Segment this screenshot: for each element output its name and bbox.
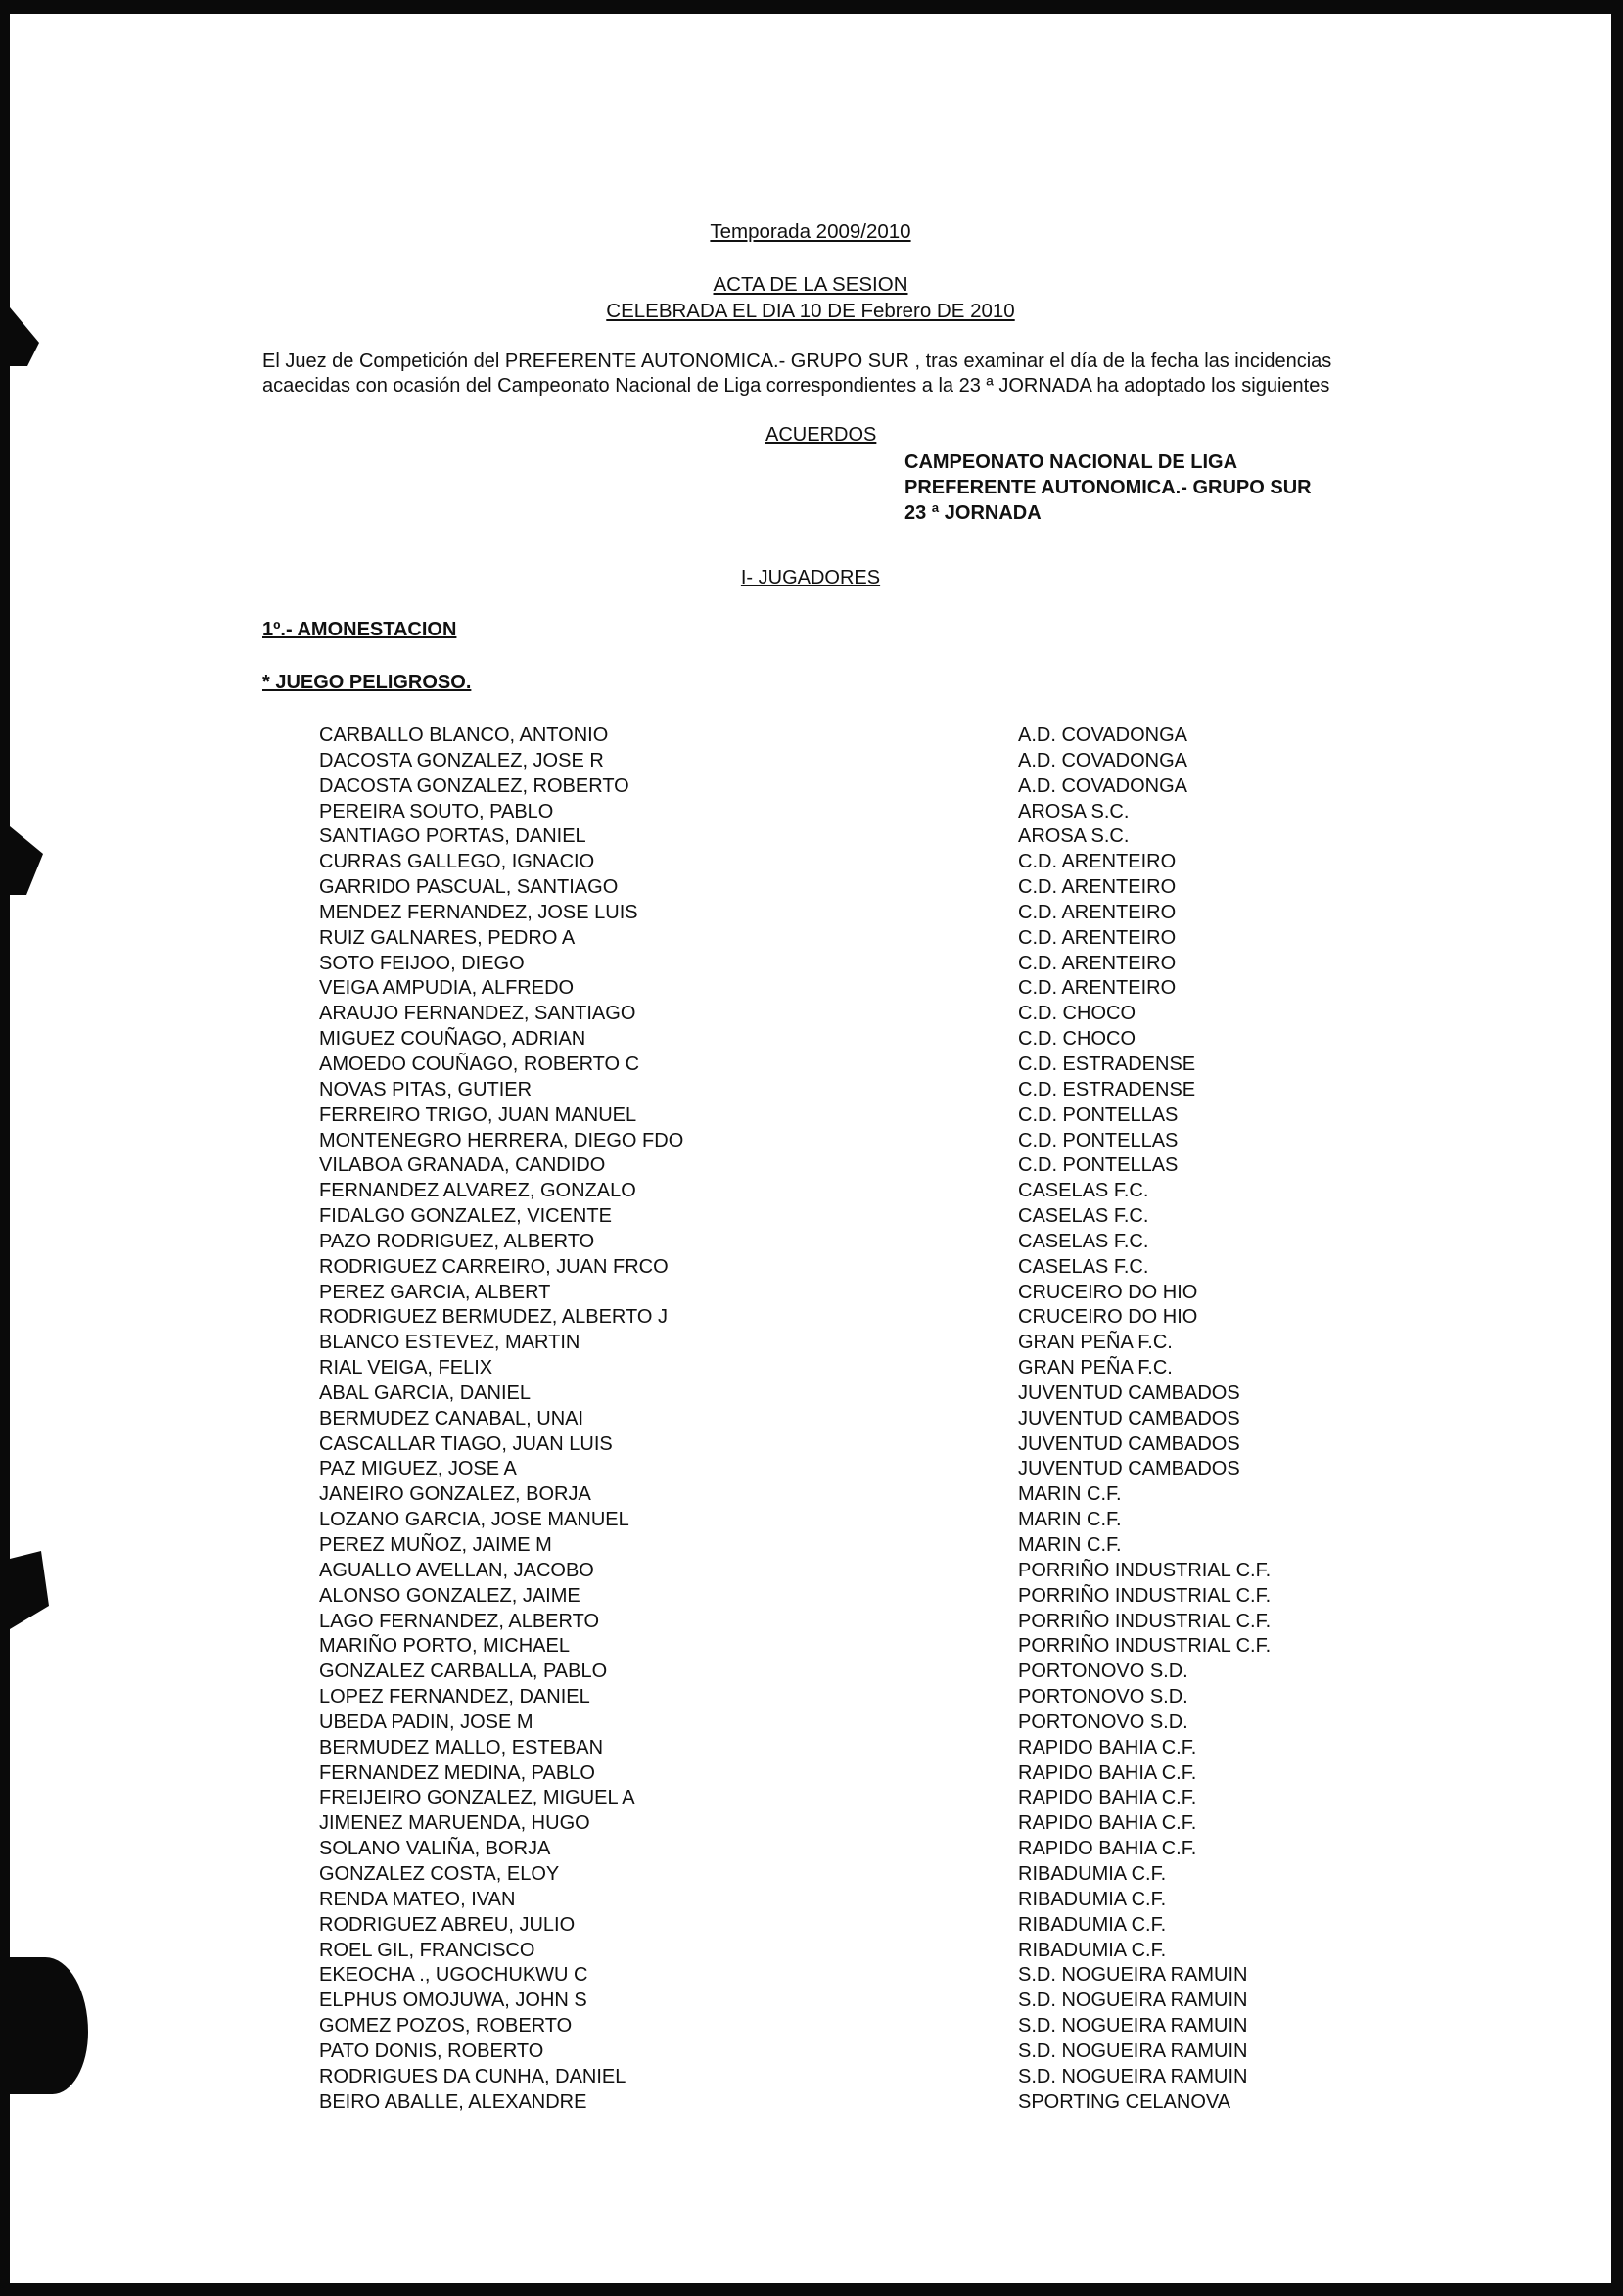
player-name: RIAL VEIGA, FELIX (319, 1357, 493, 1380)
player-club: C.D. ARENTEIRO (1018, 851, 1177, 873)
player-club: PORRIÑO INDUSTRIAL C.F. (1018, 1584, 1272, 1607)
player-club: MARIN C.F. (1018, 1534, 1122, 1556)
player-club: CASELAS F.C. (1018, 1205, 1149, 1228)
player-name: FREIJEIRO GONZALEZ, MIGUEL A (319, 1787, 635, 1809)
player-name: NOVAS PITAS, GUTIER (319, 1078, 533, 1101)
player-club: JUVENTUD CAMBADOS (1018, 1407, 1240, 1429)
player-club: C.D. ARENTEIRO (1018, 977, 1177, 1000)
document-page (10, 14, 1611, 2283)
player-name: SOTO FEIJOO, DIEGO (319, 952, 525, 974)
player-name: BERMUDEZ CANABAL, UNAI (319, 1407, 584, 1429)
championship-title: CAMPEONATO NACIONAL DE LIGA (904, 451, 1238, 473)
intro-line-1: El Juez de Competición del PREFERENTE AUTONOMICA.- GRUPO SUR , tras examinar el día de la fecha las incidencias (262, 351, 1332, 372)
player-club: CASELAS F.C. (1018, 1180, 1149, 1202)
player-name: ELPHUS OMOJUWA, JOHN S (319, 1990, 587, 2012)
player-name: FERNANDEZ ALVAREZ, GONZALO (319, 1180, 636, 1202)
player-club: C.D. ARENTEIRO (1018, 876, 1177, 899)
player-club: S.D. NOGUEIRA RAMUIN (1018, 2015, 1248, 2038)
player-name: VEIGA AMPUDIA, ALFREDO (319, 977, 575, 1000)
player-club: C.D. PONTELLAS (1018, 1129, 1179, 1151)
player-club: GRAN PEÑA F.C. (1018, 1332, 1173, 1354)
player-name: LOPEZ FERNANDEZ, DANIEL (319, 1686, 590, 1709)
player-name: ARAUJO FERNANDEZ, SANTIAGO (319, 1003, 636, 1025)
player-name: ROEL GIL, FRANCISCO (319, 1939, 535, 1961)
subsection-heading: 1º.- AMONESTACION (262, 619, 457, 640)
player-name: CASCALLAR TIAGO, JUAN LUIS (319, 1432, 613, 1455)
player-name: RODRIGUEZ ABREU, JULIO (319, 1913, 576, 1936)
player-name: RODRIGUEZ BERMUDEZ, ALBERTO J (319, 1306, 668, 1329)
player-names-list (319, 724, 683, 2115)
player-name: AMOEDO COUÑAGO, ROBERTO C (319, 1053, 640, 1075)
player-club: AROSA S.C. (1018, 825, 1130, 848)
player-name: PAZ MIGUEZ, JOSE A (319, 1458, 517, 1480)
player-name: PEREZ MUÑOZ, JAIME M (319, 1534, 552, 1556)
player-club: RIBADUMIA C.F. (1018, 1913, 1167, 1936)
player-name: ABAL GARCIA, DANIEL (319, 1382, 531, 1404)
season-title: Temporada 2009/2010 (710, 220, 911, 243)
player-name: JIMENEZ MARUENDA, HUGO (319, 1812, 590, 1835)
player-club: RAPIDO BAHIA C.F. (1018, 1838, 1197, 1860)
player-club: CASELAS F.C. (1018, 1230, 1149, 1252)
player-name: RENDA MATEO, IVAN (319, 1888, 516, 1910)
player-club: CASELAS F.C. (1018, 1255, 1149, 1278)
player-club: JUVENTUD CAMBADOS (1018, 1432, 1240, 1455)
player-name: PEREZ GARCIA, ALBERT (319, 1281, 551, 1303)
player-club: PORRIÑO INDUSTRIAL C.F. (1018, 1559, 1272, 1581)
player-name: EKEOCHA ., UGOCHUKWU C (319, 1964, 588, 1987)
player-club: C.D. ARENTEIRO (1018, 952, 1177, 974)
player-club: RAPIDO BAHIA C.F. (1018, 1736, 1197, 1758)
acuerdos-heading: ACUERDOS (765, 424, 877, 445)
player-club: PORTONOVO S.D. (1018, 1710, 1188, 1733)
player-club: AROSA S.C. (1018, 800, 1130, 822)
player-club: S.D. NOGUEIRA RAMUIN (1018, 1964, 1248, 1987)
torn-edge (10, 826, 43, 895)
player-name: PATO DONIS, ROBERTO (319, 2039, 544, 2062)
player-name: LAGO FERNANDEZ, ALBERTO (319, 1610, 600, 1632)
player-club: C.D. PONTELLAS (1018, 1103, 1179, 1126)
player-name: FERNANDEZ MEDINA, PABLO (319, 1761, 595, 1784)
player-club: S.D. NOGUEIRA RAMUIN (1018, 2039, 1248, 2062)
player-club: C.D. ARENTEIRO (1018, 926, 1177, 949)
player-club: SPORTING CELANOVA (1018, 2090, 1231, 2113)
session-date: CELEBRADA EL DIA 10 DE Febrero DE 2010 (606, 300, 1015, 322)
player-name: DACOSTA GONZALEZ, ROBERTO (319, 774, 629, 797)
player-club: PORRIÑO INDUSTRIAL C.F. (1018, 1635, 1272, 1658)
player-name: SOLANO VALIÑA, BORJA (319, 1838, 551, 1860)
player-name: PEREIRA SOUTO, PABLO (319, 800, 554, 822)
player-name: FIDALGO GONZALEZ, VICENTE (319, 1205, 612, 1228)
player-name: RODRIGUEZ CARREIRO, JUAN FRCO (319, 1255, 669, 1278)
player-name: SANTIAGO PORTAS, DANIEL (319, 825, 586, 848)
torn-edge (10, 1957, 88, 2094)
player-name: GOMEZ POZOS, ROBERTO (319, 2015, 573, 2038)
player-name: GARRIDO PASCUAL, SANTIAGO (319, 876, 619, 899)
player-club: RIBADUMIA C.F. (1018, 1939, 1167, 1961)
player-name: AGUALLO AVELLAN, JACOBO (319, 1559, 594, 1581)
championship-round: 23 ª JORNADA (904, 502, 1042, 524)
player-club: C.D. PONTELLAS (1018, 1154, 1179, 1177)
player-name: DACOSTA GONZALEZ, JOSE R (319, 749, 604, 772)
player-club: C.D. ARENTEIRO (1018, 901, 1177, 923)
player-club: MARIN C.F. (1018, 1483, 1122, 1506)
player-name: JANEIRO GONZALEZ, BORJA (319, 1483, 591, 1506)
player-club: RAPIDO BAHIA C.F. (1018, 1812, 1197, 1835)
section-heading: I- JUGADORES (740, 567, 881, 588)
player-club: C.D. CHOCO (1018, 1028, 1136, 1051)
player-club: S.D. NOGUEIRA RAMUIN (1018, 1990, 1248, 2012)
player-name: PAZO RODRIGUEZ, ALBERTO (319, 1230, 595, 1252)
player-club: A.D. COVADONGA (1018, 774, 1187, 797)
player-name: MONTENEGRO HERRERA, DIEGO FDO (319, 1129, 684, 1151)
player-club: C.D. ESTRADENSE (1018, 1078, 1196, 1101)
player-club: A.D. COVADONGA (1018, 749, 1187, 772)
player-club: CRUCEIRO DO HIO (1018, 1281, 1198, 1303)
championship-group: PREFERENTE AUTONOMICA.- GRUPO SUR (904, 477, 1312, 498)
player-name: RODRIGUES DA CUNHA, DANIEL (319, 2065, 626, 2087)
player-club: RAPIDO BAHIA C.F. (1018, 1787, 1197, 1809)
player-name: ALONSO GONZALEZ, JAIME (319, 1584, 580, 1607)
player-name: FERREIRO TRIGO, JUAN MANUEL (319, 1103, 637, 1126)
player-club: A.D. COVADONGA (1018, 725, 1187, 746)
player-name: BEIRO ABALLE, ALEXANDRE (319, 2090, 587, 2113)
player-club: RIBADUMIA C.F. (1018, 1862, 1167, 1885)
player-name: MARIÑO PORTO, MICHAEL (319, 1635, 570, 1658)
player-name: GONZALEZ CARBALLA, PABLO (319, 1661, 608, 1683)
player-name: RUIZ GALNARES, PEDRO A (319, 926, 576, 949)
player-name: CURRAS GALLEGO, IGNACIO (319, 851, 595, 873)
player-club: MARIN C.F. (1018, 1509, 1122, 1531)
acta-title: ACTA DE LA SESION (713, 273, 908, 296)
player-club: RIBADUMIA C.F. (1018, 1888, 1167, 1910)
player-club: C.D. ESTRADENSE (1018, 1053, 1196, 1075)
player-name: UBEDA PADIN, JOSE M (319, 1710, 533, 1733)
player-club: RAPIDO BAHIA C.F. (1018, 1761, 1197, 1784)
player-name: CARBALLO BLANCO, ANTONIO (319, 725, 609, 746)
player-club: PORTONOVO S.D. (1018, 1661, 1188, 1683)
player-club: GRAN PEÑA F.C. (1018, 1357, 1173, 1380)
player-club: C.D. CHOCO (1018, 1003, 1136, 1025)
player-name: BLANCO ESTEVEZ, MARTIN (319, 1332, 580, 1354)
player-club: S.D. NOGUEIRA RAMUIN (1018, 2065, 1248, 2087)
player-name: LOZANO GARCIA, JOSE MANUEL (319, 1509, 629, 1531)
player-club: JUVENTUD CAMBADOS (1018, 1458, 1240, 1480)
player-name: BERMUDEZ MALLO, ESTEBAN (319, 1736, 604, 1758)
player-club: PORTONOVO S.D. (1018, 1686, 1188, 1709)
player-club: JUVENTUD CAMBADOS (1018, 1382, 1240, 1404)
player-name: VILABOA GRANADA, CANDIDO (319, 1154, 606, 1177)
player-name: MENDEZ FERNANDEZ, JOSE LUIS (319, 901, 638, 923)
category-heading: * JUEGO PELIGROSO. (262, 672, 472, 693)
player-club: PORRIÑO INDUSTRIAL C.F. (1018, 1610, 1272, 1632)
player-clubs-list (1018, 724, 1271, 2115)
player-name: MIGUEZ COUÑAGO, ADRIAN (319, 1028, 586, 1051)
torn-edge (10, 1551, 49, 1629)
player-name: GONZALEZ COSTA, ELOY (319, 1862, 560, 1885)
player-club: CRUCEIRO DO HIO (1018, 1306, 1198, 1329)
intro-line-2: acaecidas con ocasión del Campeonato Nacional de Liga correspondientes a la 23 ª JORNADA ha adoptado los siguientes (262, 375, 1330, 397)
